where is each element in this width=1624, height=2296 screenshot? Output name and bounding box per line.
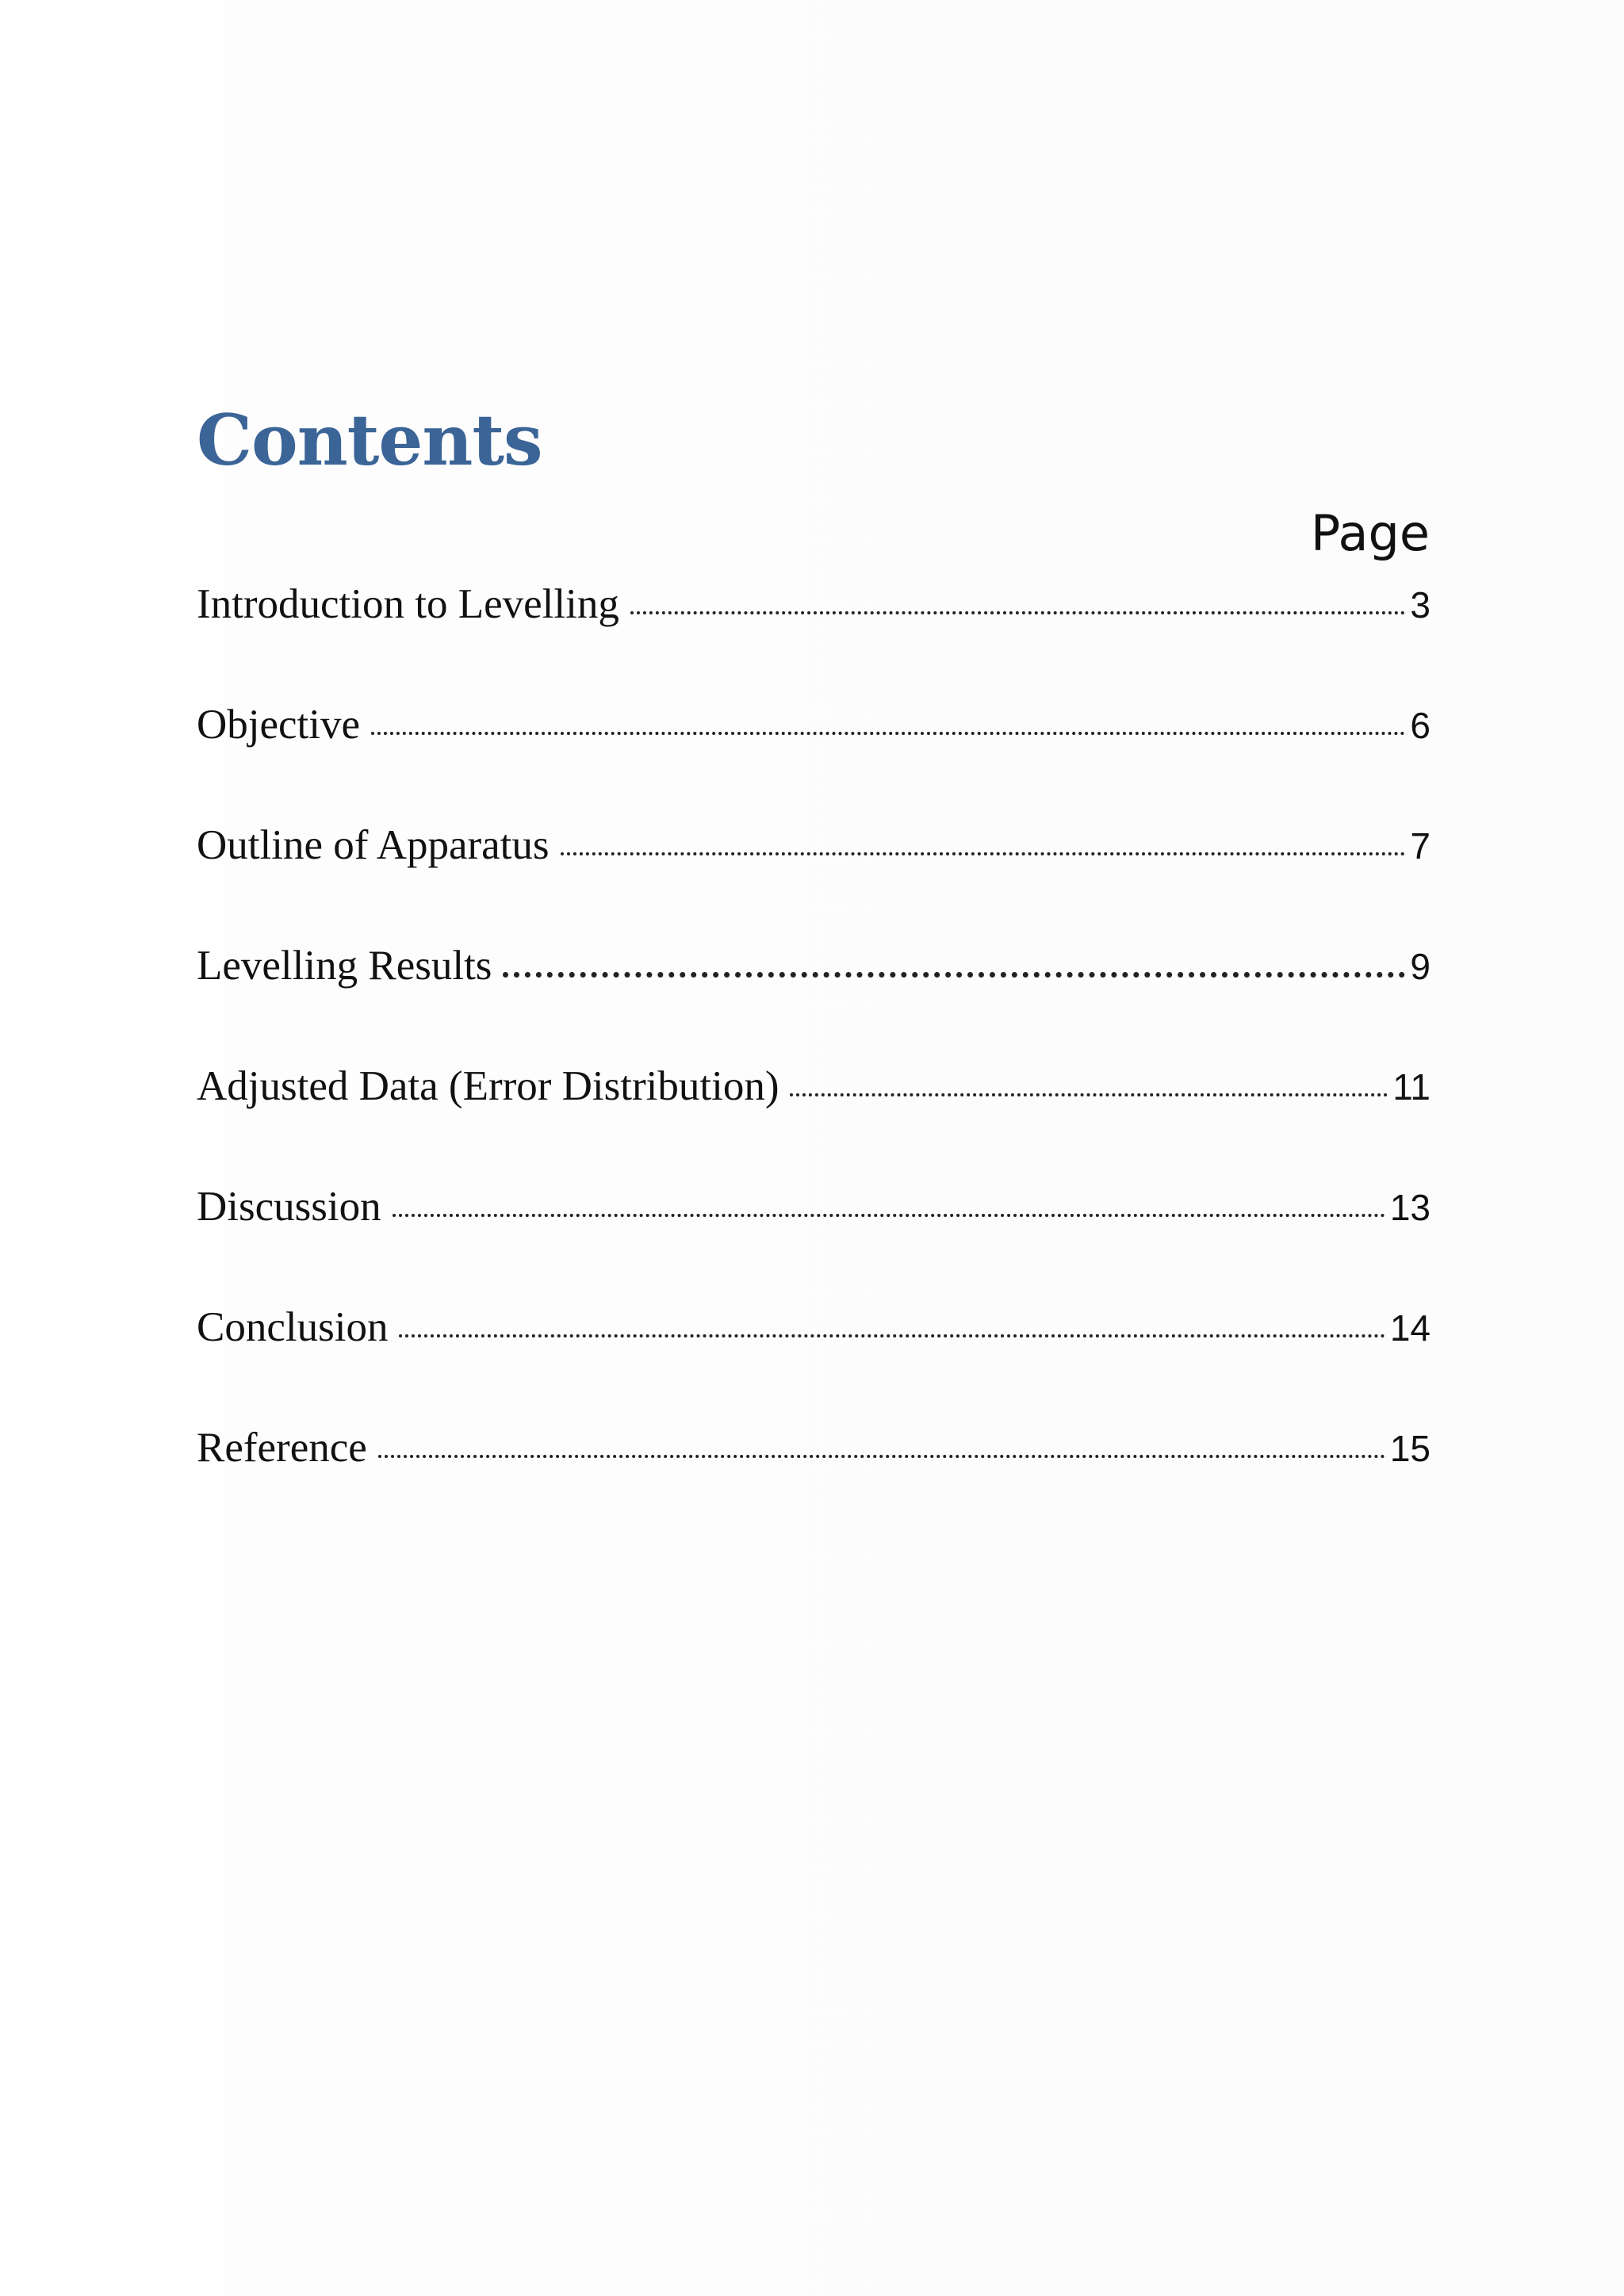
toc-entry-conclusion[interactable]	[197, 1290, 1431, 1410]
toc-entry-adjusted-data[interactable]	[197, 1049, 1431, 1169]
toc-entry-title: Levelling Results	[197, 943, 492, 989]
toc-dot-leader	[399, 1334, 1385, 1337]
toc-dot-leader	[393, 1214, 1385, 1217]
toc-entry-title: Adjusted Data (Error Distribution)	[197, 1063, 779, 1109]
toc-dot-leader	[378, 1455, 1385, 1458]
toc-entry-page: 15	[1389, 1428, 1431, 1469]
toc-entry-page: 7	[1410, 825, 1431, 867]
toc-dot-leader	[630, 611, 1406, 614]
page-column-heading: Page	[1310, 504, 1430, 562]
toc-entry-page: 14	[1389, 1307, 1431, 1349]
toc-dot-leader	[503, 972, 1405, 978]
table-of-contents	[197, 567, 1431, 1531]
toc-dot-leader	[561, 852, 1406, 855]
toc-entry-title: Reference	[197, 1425, 367, 1471]
toc-entry-introduction[interactable]	[197, 567, 1431, 687]
toc-entry-title: Introduction to Levelling	[197, 581, 619, 627]
toc-entry-page: 13	[1389, 1187, 1431, 1228]
toc-entry-title: Discussion	[197, 1184, 381, 1230]
toc-entry-page: 6	[1410, 705, 1431, 746]
toc-entry-title: Conclusion	[197, 1304, 389, 1350]
toc-entry-reference[interactable]	[197, 1410, 1431, 1531]
toc-entry-title: Outline of Apparatus	[197, 822, 550, 868]
toc-entry-page: 3	[1410, 584, 1431, 626]
toc-entry-objective[interactable]	[197, 687, 1431, 808]
toc-entry-page: 9	[1410, 946, 1431, 987]
page-title: Contents	[197, 399, 542, 481]
toc-entry-page: 11	[1392, 1066, 1431, 1108]
toc-dot-leader	[371, 732, 1405, 735]
toc-entry-results[interactable]	[197, 928, 1431, 1049]
toc-entry-apparatus[interactable]	[197, 808, 1431, 928]
toc-dot-leader	[790, 1093, 1388, 1096]
toc-entry-discussion[interactable]	[197, 1169, 1431, 1290]
toc-entry-title: Objective	[197, 702, 361, 748]
